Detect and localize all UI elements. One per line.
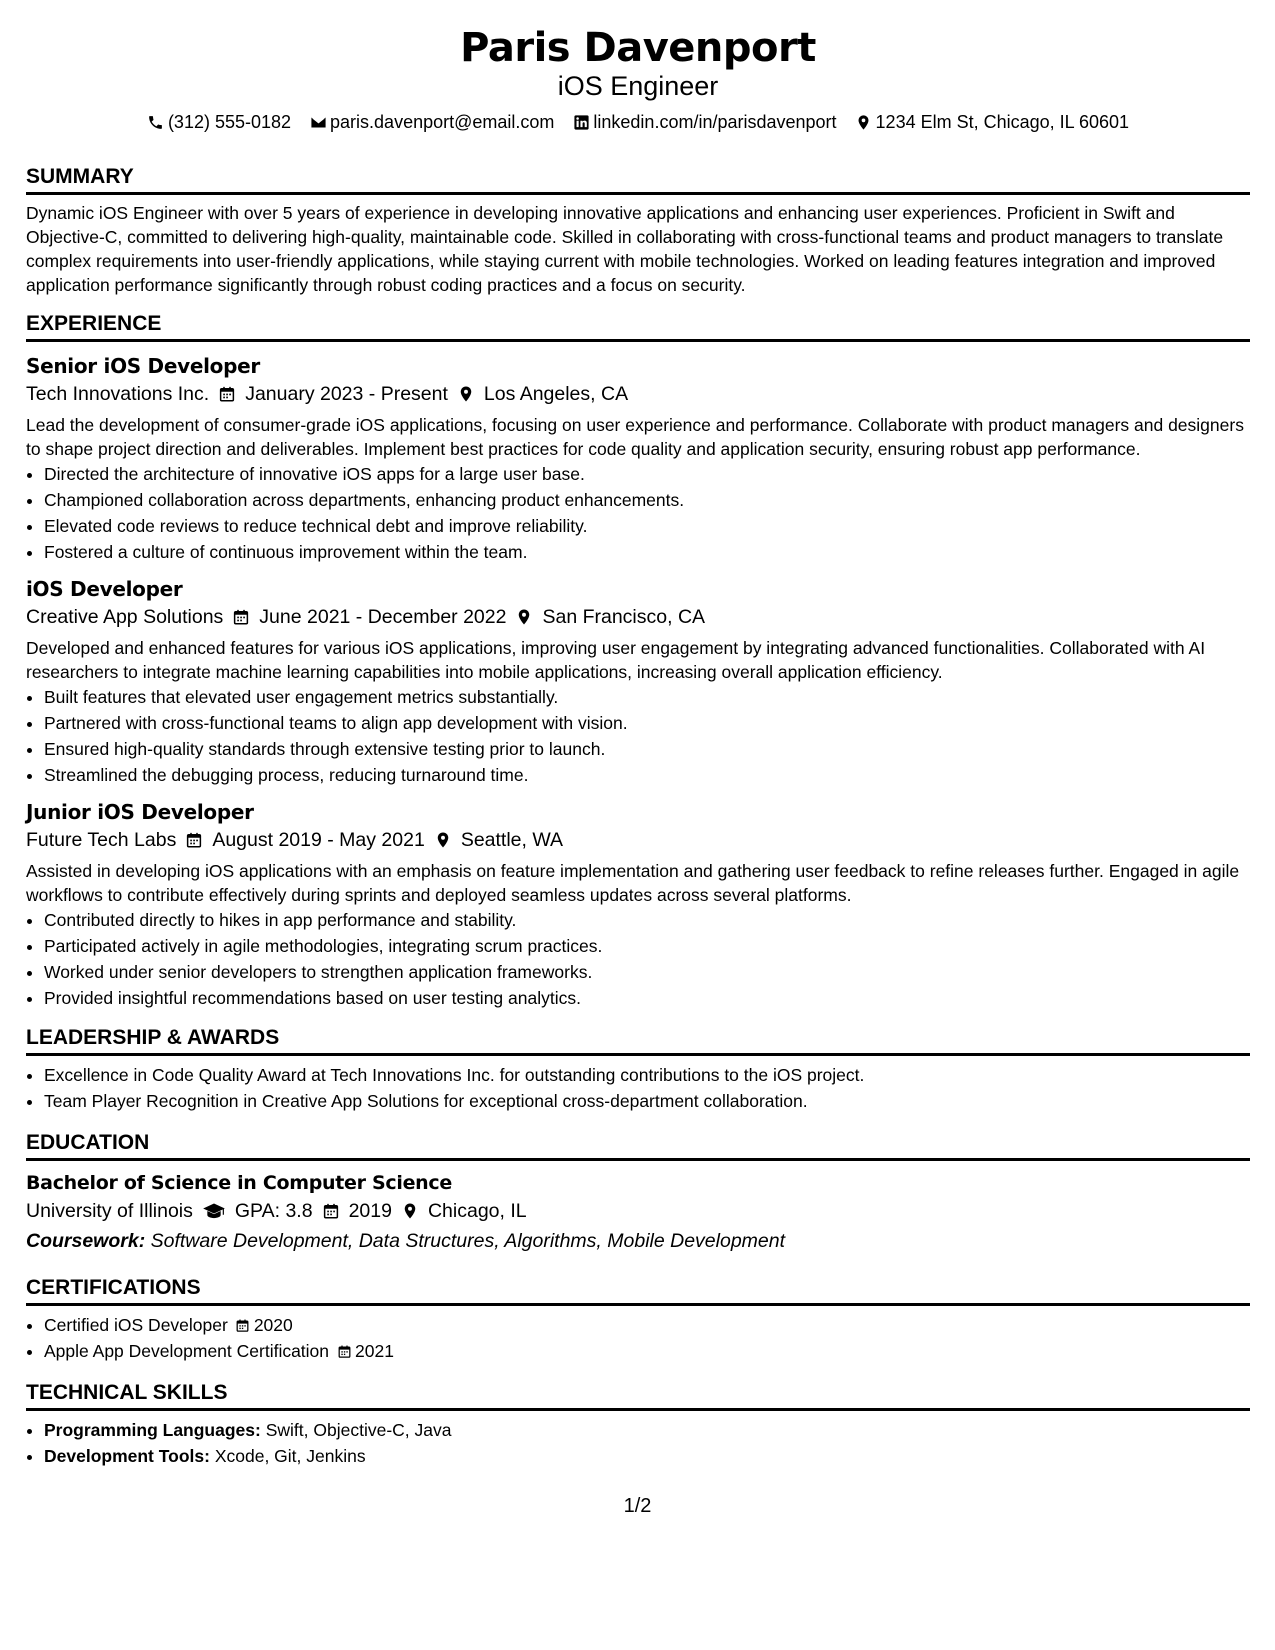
certification-entry: [44, 1312, 293, 1338]
coursework: [26, 1227, 1250, 1255]
resume-page: [26, 24, 1250, 1469]
list-item: • Team Player Recognition in Creative App Solutions for exceptional cross-department collaboration.: [44, 1088, 1250, 1114]
email-address[interactable]: paris.davenport@email.com: [330, 112, 555, 132]
job-company: Tech Innovations Inc.: [26, 383, 210, 405]
list-item: [44, 1312, 1250, 1338]
list-item: [44, 1443, 1250, 1469]
map-pin-icon: [456, 384, 476, 404]
linkedin-icon: [572, 113, 590, 131]
job-dates: August 2019 - May 2021: [212, 829, 425, 851]
resume-header: [26, 24, 1250, 134]
certification-name: • Certified iOS Developer: [44, 1315, 228, 1335]
skills-section: [26, 1380, 1250, 1469]
calendar-icon: [321, 1201, 341, 1221]
job-description: Developed and enhanced features for various iOS applications, improving user engagement by integrating advanced functionalities. Collaborated with AI researchers to integrate machine learning capabilities into mobile applications, increasing overall application efficiency.: [26, 638, 1206, 682]
list-item: • Elevated code reviews to reduce technical debt and improve reliability.: [44, 513, 1250, 539]
skill-value: Swift, Objective-C, Java: [265, 1420, 452, 1440]
awards-section: [26, 1025, 1250, 1114]
skills-list: [26, 1417, 1250, 1469]
job-location: Seattle, WA: [460, 829, 564, 851]
job-location: San Francisco, CA: [542, 606, 706, 628]
job-meta: [26, 826, 1250, 854]
awards-list: [26, 1062, 1250, 1114]
summary-section: [26, 164, 1250, 297]
calendar-icon: [335, 1342, 353, 1360]
gpa: GPA: 3.8: [234, 1200, 313, 1222]
skill-label: Programming Languages:: [44, 1420, 261, 1440]
coursework-list: Software Development, Data Structures, Algorithms, Mobile Development: [150, 1230, 786, 1252]
contact-linkedin[interactable]: [572, 110, 836, 134]
phone-number: (312) 555-0182: [167, 112, 292, 132]
certification-name: • Apple App Development Certification: [44, 1341, 330, 1361]
list-item: • Contributed directly to hikes in app performance and stability.: [44, 907, 1250, 933]
certification-year: 2021: [355, 1341, 394, 1361]
job-role: iOS Developer: [26, 577, 183, 601]
graduation-cap-icon: [201, 1201, 227, 1221]
job-entry: [26, 798, 1250, 1011]
calendar-icon: [217, 384, 237, 404]
list-item: • Ensured high-quality standards through extensive testing prior to launch.: [44, 736, 1250, 762]
job-dates: January 2023 - Present: [245, 383, 448, 405]
job-company: Creative App Solutions: [26, 606, 224, 628]
certification-entry: [44, 1338, 394, 1364]
job-entry: [26, 575, 1250, 788]
contact-email[interactable]: [309, 110, 554, 134]
job-bullets: [26, 684, 1250, 788]
calendar-icon: [184, 830, 204, 850]
list-item: • Championed collaboration across departments, enhancing product enhancements.: [44, 487, 1250, 513]
map-pin-icon: [433, 830, 453, 850]
phone-icon: [147, 113, 165, 131]
skill-label: Development Tools:: [44, 1446, 210, 1466]
summary-heading: SUMMARY: [26, 164, 1250, 195]
job-bullets: [26, 907, 1250, 1011]
experience-heading: EXPERIENCE: [26, 311, 1250, 342]
list-item: • Built features that elevated user engagement metrics substantially.: [44, 684, 1250, 710]
job-description: Lead the development of consumer-grade iOS applications, focusing on user experience and performance. Collaborate with product managers and designers to shape project direction and deliverables. Implement best practices for code quality and application security, ensuring robust app performance.: [26, 415, 1244, 459]
skill-value: Xcode, Git, Jenkins: [214, 1446, 366, 1466]
list-item: • Streamlined the debugging process, reducing turnaround time.: [44, 762, 1250, 788]
job-role: Senior iOS Developer: [26, 354, 260, 378]
job-bullets: [26, 461, 1250, 565]
map-pin-icon: [514, 607, 534, 627]
skills-heading: TECHNICAL SKILLS: [26, 1380, 1250, 1411]
page-indicator: 1/2: [623, 1495, 652, 1517]
job-meta: [26, 603, 1250, 631]
job-meta: [26, 380, 1250, 408]
list-item: • Directed the architecture of innovative iOS apps for a large user base.: [44, 461, 1250, 487]
map-pin-icon: [855, 113, 873, 131]
calendar-icon: [234, 1316, 252, 1334]
summary-text: Dynamic iOS Engineer with over 5 years of experience in developing innovative applications and enhancing user experiences. Proficient in Swift and Objective-C, committed to delivering high-quality, maintainable code. Skilled in collaborating with cross-functional teams and product managers to translate complex requirements into user-friendly applications, while staying current with mobile technologies. Worked on leading features integration and improved application performance significantly through robust coding practices and a focus on security.: [26, 203, 1224, 295]
education-section: [26, 1130, 1250, 1255]
contact-bar: [26, 110, 1250, 134]
calendar-icon: [231, 607, 251, 627]
contact-phone: [147, 110, 291, 134]
certifications-heading: CERTIFICATIONS: [26, 1275, 1250, 1306]
school-name: University of Illinois: [26, 1200, 193, 1222]
job-company: Future Tech Labs: [26, 829, 177, 851]
list-item: • Provided insightful recommendations based on user testing analytics.: [44, 985, 1250, 1011]
school-location: Chicago, IL: [427, 1200, 527, 1222]
graduation-year: 2019: [348, 1200, 392, 1222]
envelope-icon: [309, 113, 327, 131]
certifications-section: [26, 1275, 1250, 1364]
certifications-list: [26, 1312, 1250, 1364]
list-item: • Excellence in Code Quality Award at Tech Innovations Inc. for outstanding contributions to the iOS project.: [44, 1062, 1250, 1088]
degree-title: Bachelor of Science in Computer Science: [26, 1172, 452, 1194]
street-address: 1234 Elm St, Chicago, IL 60601: [875, 112, 1130, 132]
list-item: [44, 1417, 1250, 1443]
job-entry: [26, 352, 1250, 565]
awards-heading: LEADERSHIP & AWARDS: [26, 1025, 1250, 1056]
candidate-name: Paris Davenport: [460, 25, 816, 71]
linkedin-url[interactable]: linkedin.com/in/parisdavenport: [593, 112, 837, 132]
job-dates: June 2021 - December 2022: [259, 606, 507, 628]
coursework-label: Coursework:: [26, 1230, 146, 1252]
education-meta: [26, 1197, 1250, 1225]
job-role: Junior iOS Developer: [26, 800, 254, 824]
job-location: Los Angeles, CA: [483, 383, 629, 405]
certification-year: 2020: [253, 1315, 293, 1335]
job-description: Assisted in developing iOS applications with an emphasis on feature implementation and gathering user feedback to refine releases further. Engaged in agile workflows to contribute effectively during sprints and deployed seamless updates across several platforms.: [26, 861, 1240, 905]
list-item: • Fostered a culture of continuous improvement within the team.: [44, 539, 1250, 565]
list-item: • Participated actively in agile methodologies, integrating scrum practices.: [44, 933, 1250, 959]
map-pin-icon: [400, 1201, 420, 1221]
list-item: [44, 1338, 1250, 1364]
list-item: • Worked under senior developers to strengthen application frameworks.: [44, 959, 1250, 985]
candidate-title: iOS Engineer: [557, 71, 719, 101]
education-heading: EDUCATION: [26, 1130, 1250, 1161]
experience-section: [26, 311, 1250, 1011]
contact-address: [855, 110, 1130, 134]
list-item: • Partnered with cross-functional teams to align app development with vision.: [44, 710, 1250, 736]
